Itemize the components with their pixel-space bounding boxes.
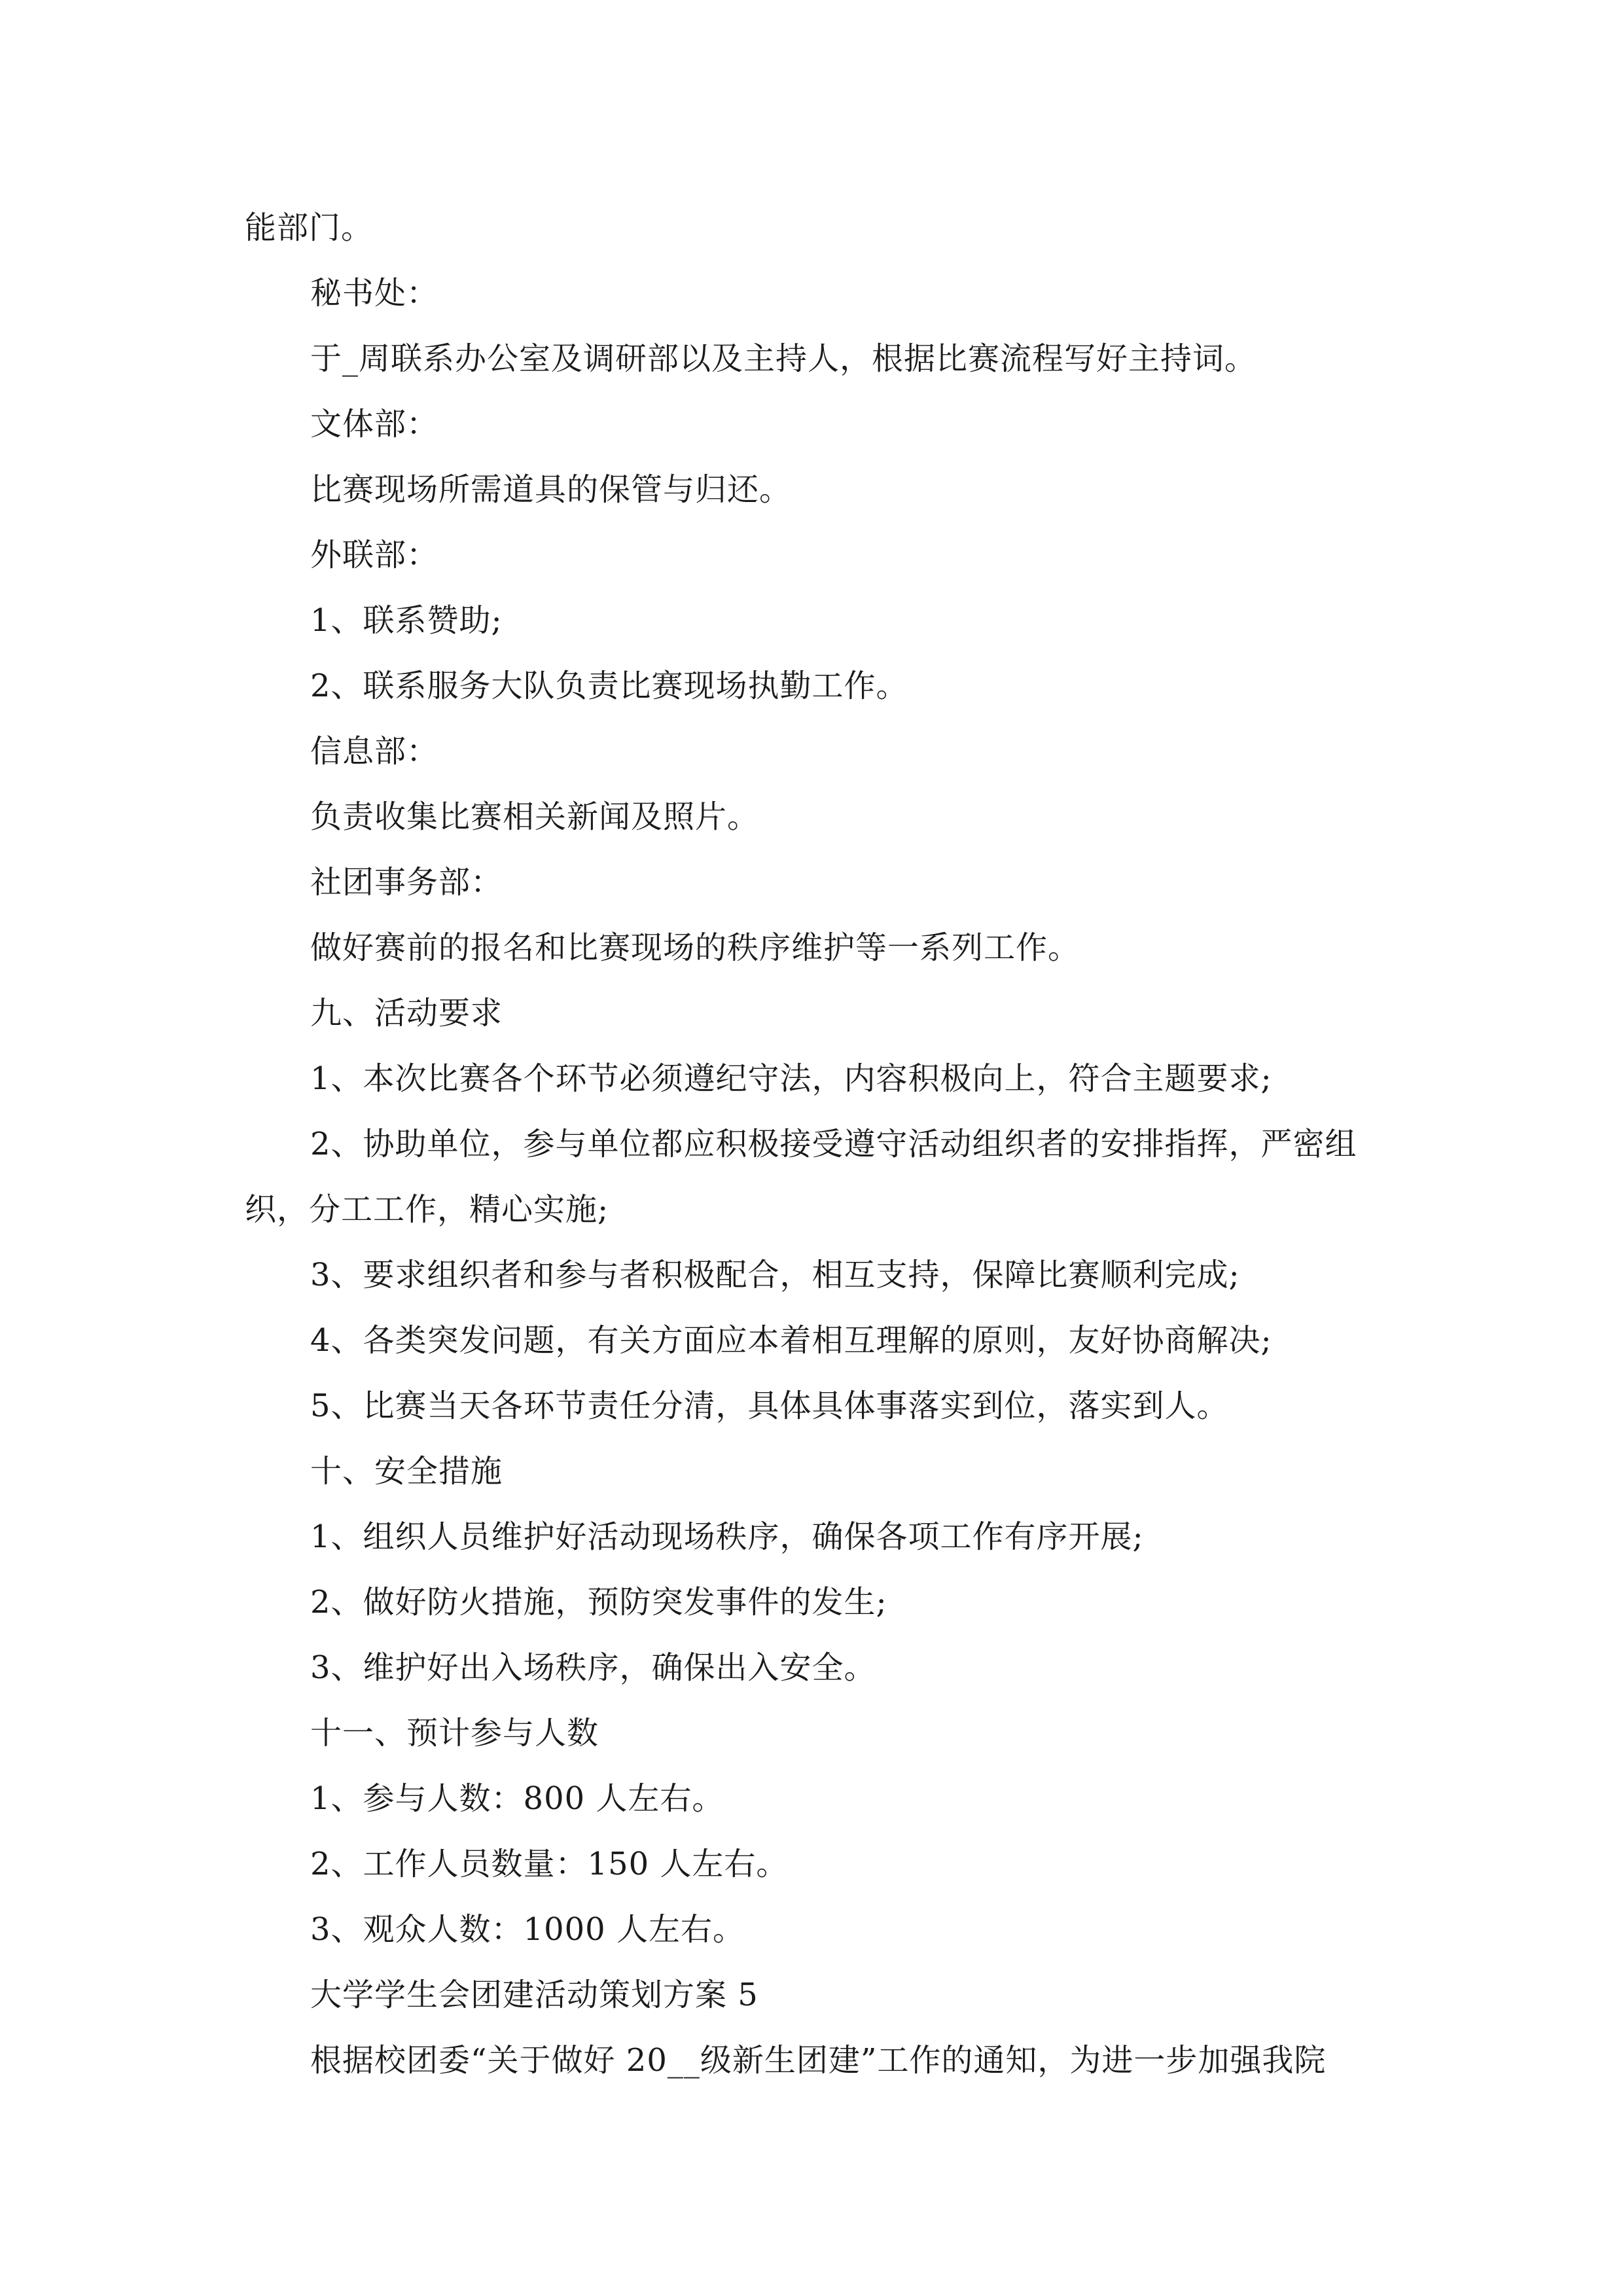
list-item: 1、组织人员维护好活动现场秩序，确保各项工作有序开展; — [310, 1518, 1144, 1555]
paragraph: 负责收集比赛相关新闻及照片。 — [310, 798, 760, 835]
paragraph-continuation: 能部门。 — [245, 209, 374, 246]
section-heading-secretariat: 秘书处： — [310, 275, 439, 312]
list-item: 1、参与人数：800 人左右。 — [310, 1780, 724, 1817]
list-item: 3、观众人数：1000 人左右。 — [310, 1911, 745, 1948]
list-item: 2、联系服务大队负责比赛现场执勤工作。 — [310, 668, 908, 704]
paragraph: 做好赛前的报名和比赛现场的秩序维护等一系列工作。 — [310, 929, 1080, 966]
list-item: 2、做好防火措施，预防突发事件的发生; — [310, 1584, 887, 1621]
list-item: 1、本次比赛各个环节必须遵纪守法，内容积极向上，符合主题要求; — [310, 1060, 1272, 1097]
section-heading-external: 外联部： — [310, 537, 439, 573]
list-item-continuation: 织，分工工作，精心实施; — [245, 1191, 609, 1228]
list-item: 3、维护好出入场秩序，确保出入安全。 — [310, 1649, 876, 1686]
section-heading-sports: 文体部： — [310, 406, 439, 442]
list-item: 3、要求组织者和参与者积极配合，相互支持，保障比赛顺利完成; — [310, 1257, 1240, 1293]
section-heading-clubs: 社团事务部： — [310, 864, 503, 901]
list-item: 1、联系赞助; — [310, 602, 503, 639]
list-item: 2、协助单位，参与单位都应积极接受遵守活动组织者的安排指挥，严密组 — [310, 1126, 1357, 1162]
document-title: 大学学生会团建活动策划方案 5 — [310, 1977, 758, 2013]
section-heading-safety: 十、安全措施 — [310, 1453, 503, 1490]
paragraph: 比赛现场所需道具的保管与归还。 — [310, 471, 792, 508]
section-heading-information: 信息部： — [310, 733, 439, 770]
section-heading-requirements: 九、活动要求 — [310, 995, 503, 1031]
list-item: 5、比赛当天各环节责任分清，具体具体事落实到位，落实到人。 — [310, 1388, 1229, 1424]
paragraph: 于_周联系办公室及调研部以及主持人，根据比赛流程写好主持词。 — [310, 340, 1257, 377]
section-heading-participants: 十一、预计参与人数 — [310, 1715, 599, 1751]
list-item: 4、各类突发问题，有关方面应本着相互理解的原则，友好协商解决; — [310, 1322, 1272, 1359]
paragraph: 根据校团委“关于做好 20__级新生团建”工作的通知，为进一步加强我院 — [310, 2042, 1327, 2079]
list-item: 2、工作人员数量：150 人左右。 — [310, 1846, 789, 1882]
